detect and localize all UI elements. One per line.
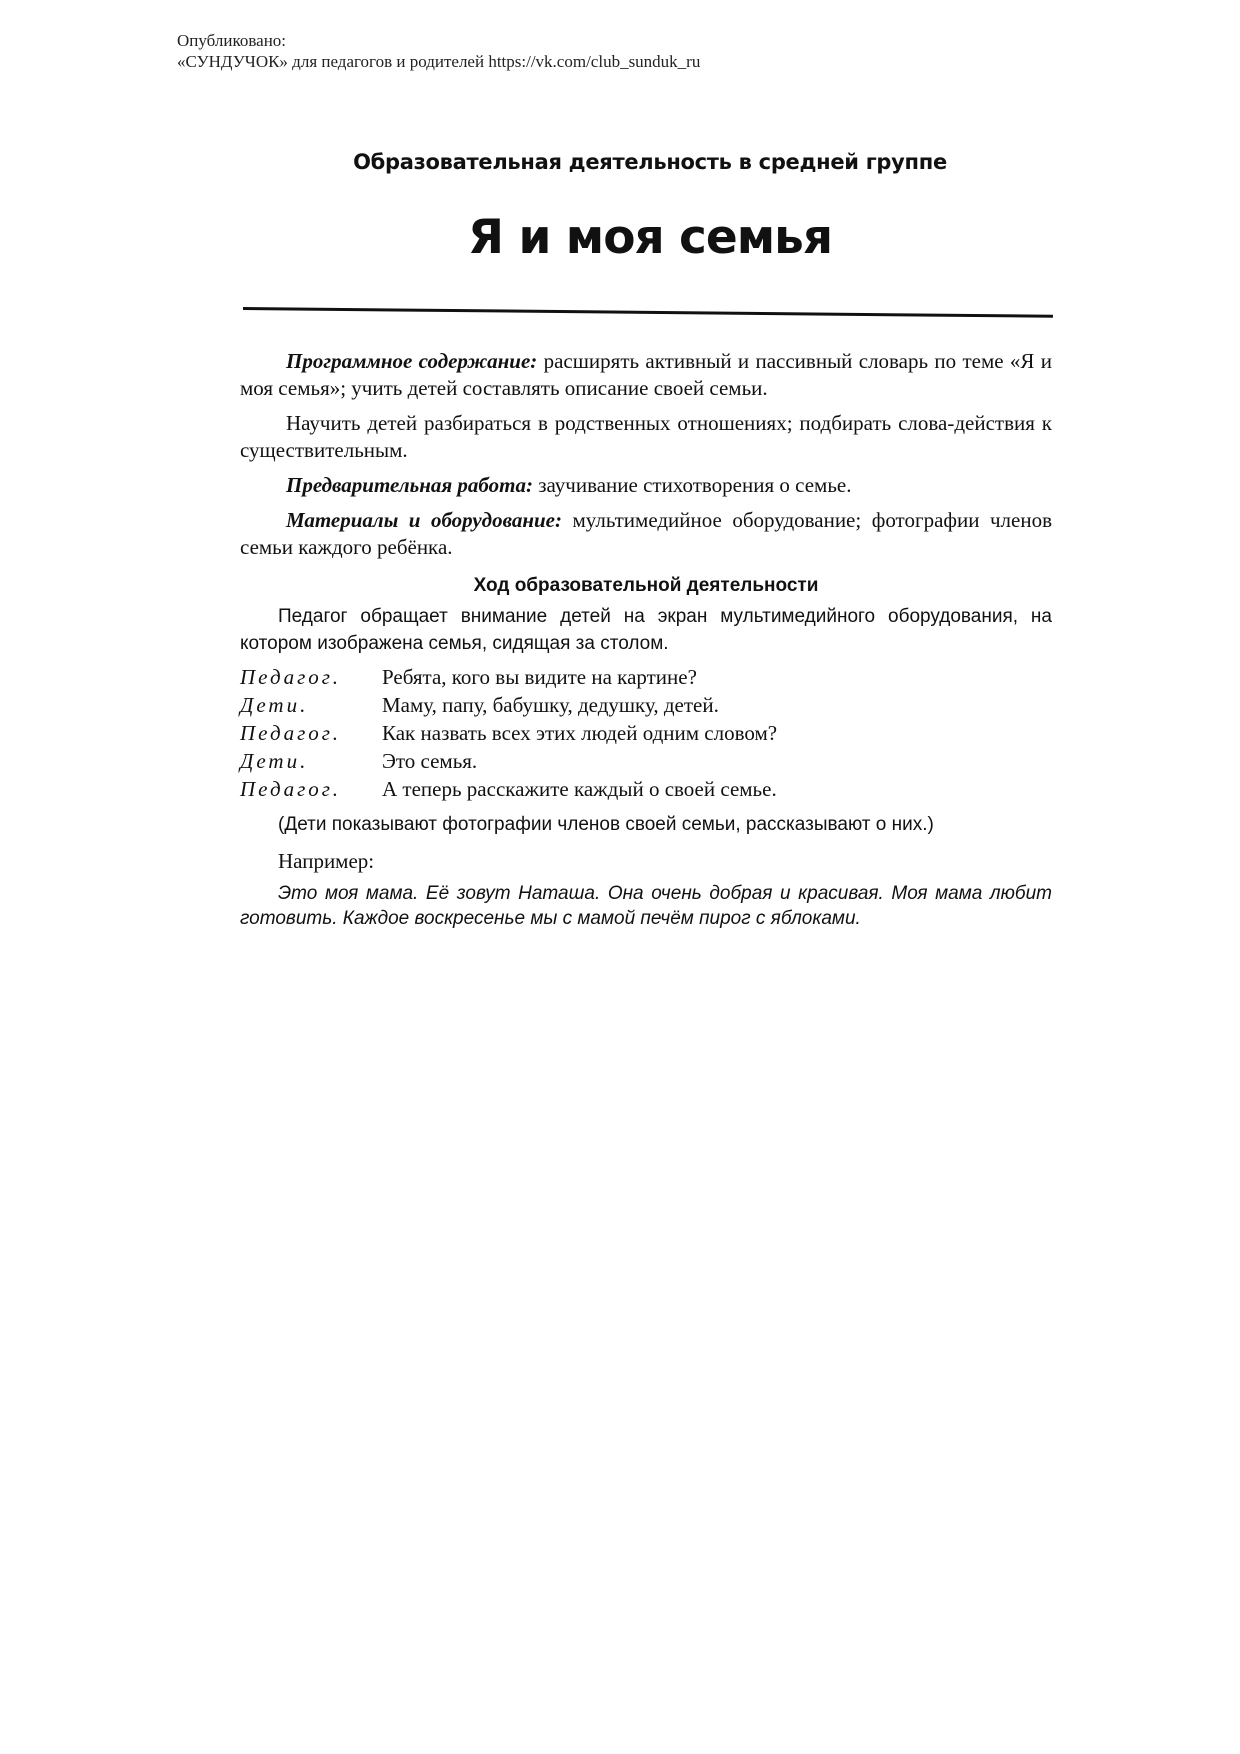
dialog-speaker: Педагог. — [240, 665, 341, 689]
prep-work-label: Предварительная работа: — [286, 473, 533, 497]
document-subtitle: Образовательная деятельность в средней группе — [353, 150, 947, 174]
dialog-line — [240, 691, 1052, 719]
materials-label: Материалы и оборудование: — [286, 508, 562, 532]
dialog-speaker: Дети. — [240, 749, 309, 773]
published-label: Опубликовано: — [177, 31, 287, 50]
dialog-text: Как назвать всех этих людей одним словом? — [382, 721, 778, 745]
materials-paragraph — [240, 507, 1052, 561]
dialog — [240, 663, 1052, 803]
document-body — [240, 348, 1052, 931]
dialog-line — [240, 747, 1052, 775]
title-divider — [243, 307, 1053, 318]
program-content-paragraph — [240, 348, 1052, 402]
dialog-line — [240, 719, 1052, 747]
dialog-text: Ребята, кого вы видите на картине? — [382, 665, 697, 689]
example-label: Например: — [278, 849, 375, 873]
publication-notice — [177, 30, 700, 72]
program-content-paragraph-2: Научить детей разбираться в родственных отношениях; подбирать слова-действия к существительным. — [240, 411, 1052, 462]
dialog-speaker: Педагог. — [240, 721, 341, 745]
materials-text: мультимедийное оборудование; фотографии членов семьи каждого ребёнка. — [240, 508, 1052, 559]
publisher-line: «СУНДУЧОК» для педагогов и родителей https://vk.com/club_sunduk_ru — [177, 52, 701, 71]
intro-paragraph: Педагог обращает внимание детей на экран мультимедийного оборудования, на котором изображена семья, сидящая за столом. — [240, 606, 1052, 654]
dialog-line — [240, 775, 1052, 803]
prep-work-paragraph — [240, 472, 1052, 499]
dialog-text: Маму, папу, бабушку, дедушку, детей. — [382, 693, 719, 717]
prep-work-text: заучивание стихотворения о семье. — [532, 473, 852, 497]
example-text: Это моя мама. Её зовут Наташа. Она очень добрая и красивая. Моя мама любит готовить. Каждое воскресенье мы с мамой печём пирог с яблоками. — [240, 883, 1052, 929]
section-heading: Ход образовательной деятельности — [473, 575, 819, 596]
program-content-text: расширять активный и пассивный словарь по теме «Я и моя семья»; учить детей составлять описание своей семьи. — [240, 349, 1052, 400]
dialog-text: А теперь расскажите каждый о своей семье. — [382, 777, 777, 801]
document-title: Я и моя семья — [467, 210, 833, 265]
dialog-speaker: Дети. — [240, 693, 309, 717]
dialog-text: Это семья. — [382, 749, 478, 773]
stage-note: (Дети показывают фотографии членов своей семьи, рассказывают о них.) — [278, 814, 934, 835]
dialog-speaker: Педагог. — [240, 777, 341, 801]
dialog-line — [240, 663, 1052, 691]
program-content-label: Программное содержание: — [286, 349, 538, 373]
